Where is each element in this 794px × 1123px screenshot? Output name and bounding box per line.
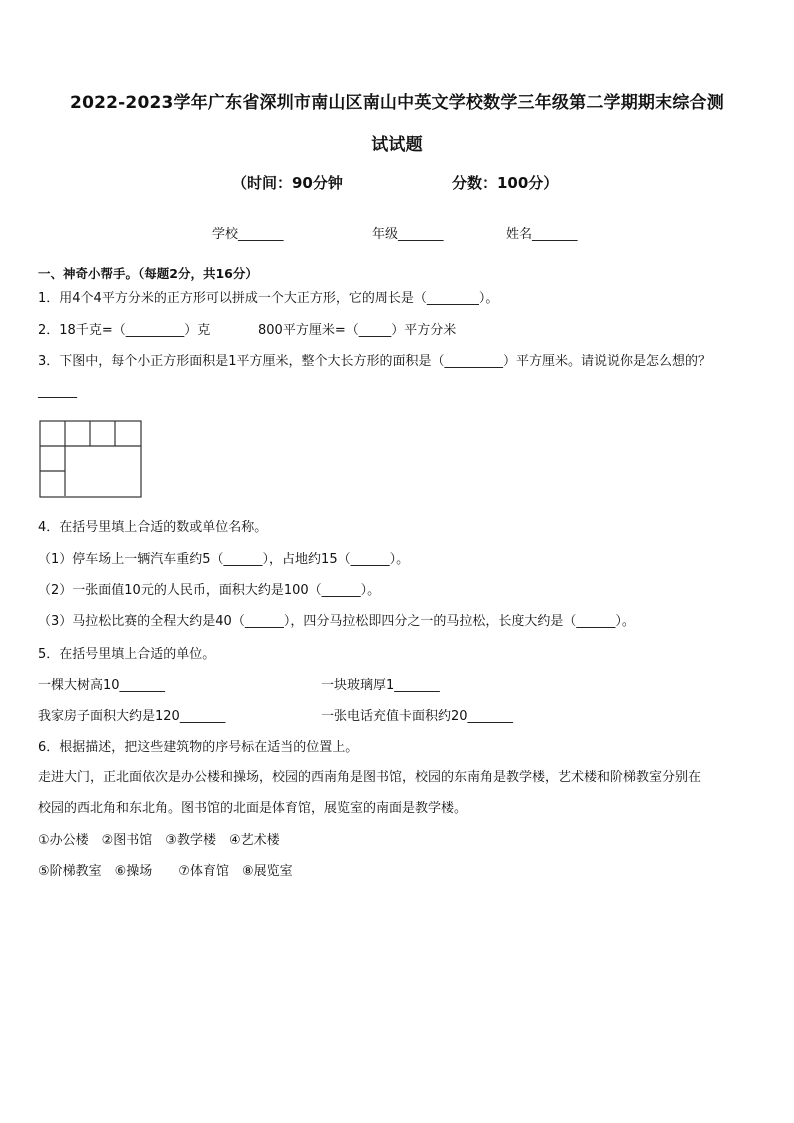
question-4-item-2: （2）一张面值10元的人民币，面积大约是100（______）。 — [38, 583, 381, 598]
question-1: 1．用4个4平方分米的正方形可以拼成一个大正方形，它的周长是（________）。 — [38, 291, 499, 306]
rectangle-grid-figure — [39, 420, 143, 500]
question-3-answer-blank[interactable]: ______ — [38, 384, 77, 399]
question-6: 6．根据描述，把这些建筑物的序号标在适当的位置上。 — [38, 740, 359, 755]
question-6-options-row-2: ⑤阶梯教室 ⑥操场 ⑦体育馆 ⑧展览室 — [38, 864, 293, 879]
question-2-part-a: 2．18千克=（_________）克 — [38, 323, 211, 338]
exam-time: （时间：90分钟 — [232, 174, 343, 192]
page-title-continued: 试试题 — [371, 135, 423, 155]
question-4-item-1: （1）停车场上一辆汽车重约5（______），占地约15（______）。 — [38, 552, 410, 567]
question-5-item-c: 我家房子面积大约是120_______ — [38, 709, 226, 724]
grade-field[interactable]: 年级_______ — [372, 227, 444, 242]
question-6-description-line-1: 走进大门，正北面依次是办公楼和操场，校园的西南角是图书馆，校园的东南角是教学楼，艺术楼和阶梯教室分别在 — [38, 770, 702, 785]
name-field[interactable]: 姓名_______ — [506, 227, 578, 242]
question-6-description-line-2: 校园的西北角和东北角。图书馆的北面是体育馆，展览室的南面是教学楼。 — [38, 801, 468, 816]
question-5-item-d: 一张电话充值卡面积约20_______ — [321, 709, 514, 724]
page-title: 2022-2023学年广东省深圳市南山区南山中英文学校数学三年级第二学期期末综合测 — [70, 93, 724, 113]
question-6-options-row-1: ①办公楼 ②图书馆 ③教学楼 ④艺术楼 — [38, 833, 280, 848]
question-5-item-b: 一块玻璃厚1_______ — [321, 678, 440, 693]
question-4: 4．在括号里填上合适的数或单位名称。 — [38, 520, 268, 535]
question-4-item-3: （3）马拉松比赛的全程大约是40（______），四分马拉松即四分之一的马拉松，长度大约是（______）。 — [38, 614, 635, 629]
exam-score: 分数：100分） — [452, 174, 559, 192]
question-5: 5．在括号里填上合适的单位。 — [38, 647, 216, 662]
question-3: 3．下图中，每个小正方形面积是1平方厘米，整个大长方形的面积是（_________）平方厘米。请说说你是怎么想的？ — [38, 354, 712, 369]
question-5-item-a: 一棵大树高10_______ — [38, 678, 166, 693]
section-heading: 一、神奇小帮手。（每题2分，共16分） — [38, 266, 258, 281]
school-field[interactable]: 学校_______ — [212, 227, 284, 242]
question-2-part-b: 800平方厘米=（_____）平方分米 — [258, 323, 457, 338]
